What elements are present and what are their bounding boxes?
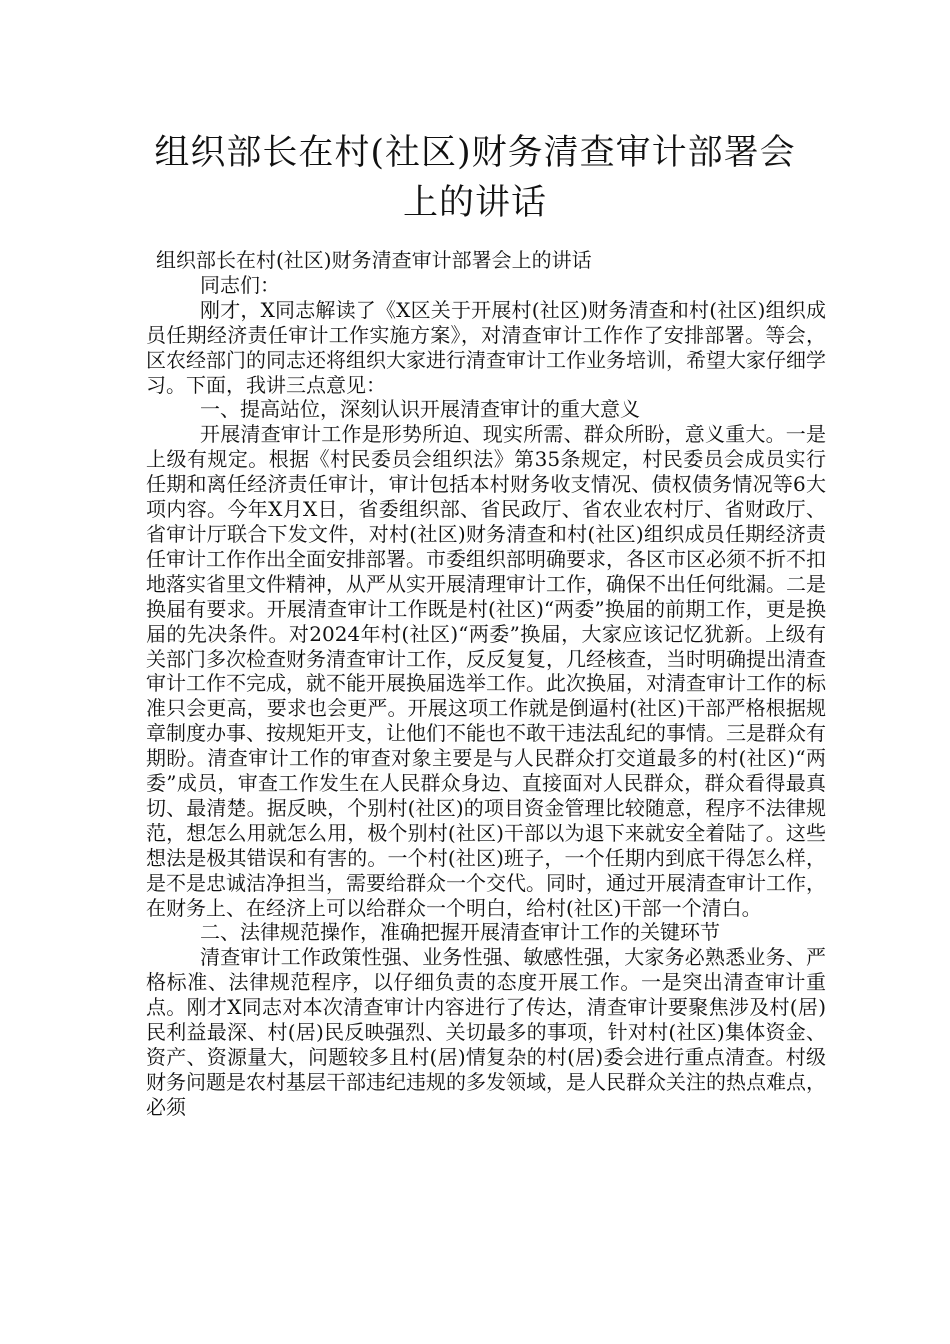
- section-heading-2: 二、法律规范操作，准确把握开展清查审计工作的关键环节: [200, 920, 720, 945]
- paragraph-intro: 刚才，X同志解读了《X区关于开展村(社区)财务清查和村(社区)组织成员任期经济责任审计工作实施方案》，对清查审计工作作了安排部署。等会，区农经部门的同志还将组织大家进行清查审计工作业务培训，希望大家仔细学习。下面，我讲三点意见：: [146, 297, 826, 397]
- document-body: [146, 248, 826, 1120]
- section-heading-1: 一、提高站位，深刻认识开展清查审计的重大意义: [200, 397, 640, 422]
- paragraph-section-1: 开展清查审计工作是形势所迫、现实所需、群众所盼，意义重大。一是上级有规定。根据《村民委员会组织法》第35条规定，村民委员会成员实行任期和离任经济责任审计，审计包括本村财务收支情况、债权债务情况等6大项内容。今年X月X日，省委组织部、省民政厅、省农业农村厅、省财政厅、省审计厅联合下发文件，对村(社区)财务清查和村(社区)组织成员任期经济责任审计工作作出全面安排部署。市委组织部明确要求，各区市区必须不折不扣地落实省里文件精神，从严从实开展清理审计工作，确保不出任何纰漏。二是换届有要求。开展清查审计工作既是村(社区)“两委”换届的前期工作，更是换届的先决条件。对2024年村(社区)“两委”换届，大家应该记忆犹新。上级有关部门多次检查财务清查审计工作，反反复复，几经核查，当时明确提出清查审计工作不完成，就不能开展换届选举工作。此次换届，对清查审计工作的标准只会更高，要求也会更严。开展这项工作就是倒逼村(社区)干部严格根据规章制度办事、按规矩开支，让他们不能也不敢干违法乱纪的事情。三是群众有期盼。清查审计工作的审查对象主要是与人民群众打交道最多的村(社区)“两委”成员，审查工作发生在人民群众身边、直接面对人民群众，群众看得最真切、最清楚。据反映，个别村(社区)的项目资金管理比较随意，程序不法律规范，想怎么用就怎么用，极个别村(社区)干部以为退下来就安全着陆了。这些想法是极其错误和有害的。一个村(社区)班子，一个任期内到底干得怎么样，是不是忠诚洁净担当，需要给群众一个交代。同时，通过开展清查审计工作，在财务上、在经济上可以给群众一个明白，给村(社区)干部一个清白。: [146, 422, 826, 920]
- document-title-line-1: 组织部长在村(社区)财务清查审计部署会: [154, 133, 796, 173]
- document-subtitle: 组织部长在村(社区)财务清查审计部署会上的讲话: [156, 248, 592, 272]
- document-title-line-2: 上的讲话: [402, 183, 547, 223]
- salutation: 同志们：: [200, 272, 280, 297]
- paragraph-section-2: 清查审计工作政策性强、业务性强、敏感性强，大家务必熟悉业务、严格标准、法律规范程序，以仔细负责的态度开展工作。一是突出清查审计重点。刚才X同志对本次清查审计内容进行了传达，清查审计要聚焦涉及村(居)民利益最深、村(居)民反映强烈、关切最多的事项，针对村(社区)集体资金、资产、资源量大，问题较多且村(居)情复杂的村(居)委会进行重点清查。村级财务问题是农村基层干部违纪违规的多发领域，是人民群众关注的热点难点，必须: [146, 945, 826, 1119]
